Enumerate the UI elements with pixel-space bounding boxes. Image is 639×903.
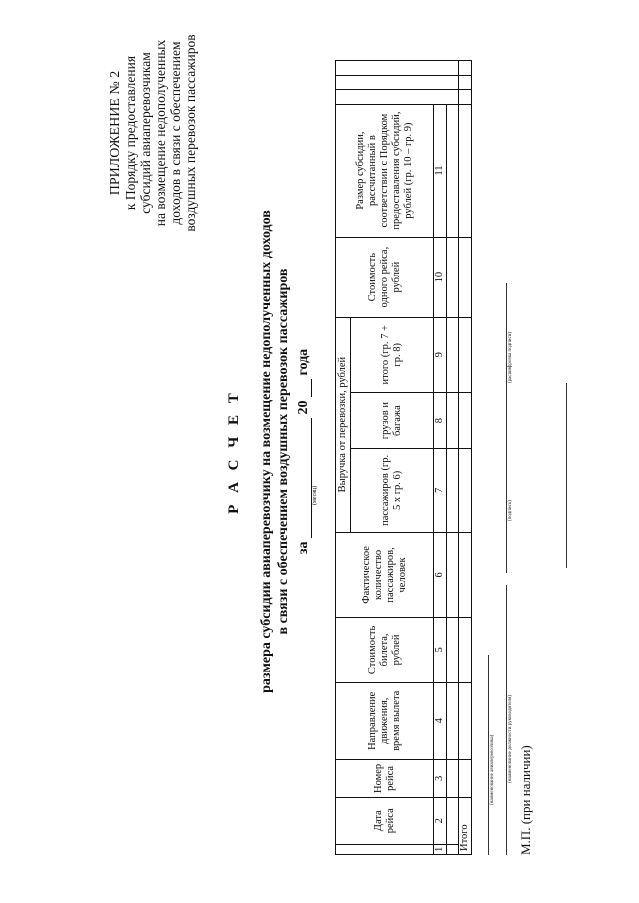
header-subsidy: Размер субсидии, рассчитанный в соответствии с Порядком предоставления субсидий, рублей (гр. 10 – гр. 9) bbox=[336, 104, 434, 237]
total-label: Итого bbox=[459, 797, 472, 854]
extra-col bbox=[336, 61, 459, 76]
stamp-label: М.П. (при наличии) bbox=[518, 745, 533, 855]
header-flight-cost: Стоимость одного рейса, рублей bbox=[336, 237, 434, 317]
data-row bbox=[447, 61, 459, 855]
header-ticket-cost: Стоимость билета, рублей bbox=[336, 618, 434, 682]
appendix-line: на возмещение недополученных bbox=[153, 39, 168, 227]
column-number: 9 bbox=[434, 317, 447, 392]
header-passengers: Фактическое количество пассажиров, человек bbox=[336, 532, 434, 618]
period-line bbox=[296, 0, 312, 903]
extra-col bbox=[336, 75, 459, 90]
position-caption: (наименование должности руководителя) bbox=[508, 694, 513, 783]
position-line bbox=[506, 585, 507, 855]
period-year-suffix: года bbox=[296, 348, 311, 376]
header-direction: Направление движения, время вылета bbox=[336, 682, 434, 760]
decode-caption: (расшифровка подписи) bbox=[508, 331, 513, 383]
column-number: 6 bbox=[434, 532, 447, 618]
period-blank bbox=[299, 418, 312, 538]
header-rev-passengers: пассажиров (гр. 5 х гр. 6) bbox=[351, 449, 434, 532]
decode-extra-line bbox=[566, 383, 567, 568]
document-subtitle: размера субсидии авиаперевозчику на возмещение недополученных доходов bbox=[259, 210, 274, 693]
month-caption: (месяц) bbox=[312, 485, 318, 505]
appendix-heading: ПРИЛОЖЕНИЕ № 2 bbox=[108, 70, 123, 196]
appendix-line: к Порядку предоставления bbox=[123, 55, 138, 211]
column-number: 5 bbox=[434, 618, 447, 682]
carrier-line bbox=[488, 655, 489, 855]
header-revenue-group: Выручка от перевозки, рублей bbox=[336, 317, 351, 532]
column-numbers-row bbox=[434, 61, 447, 855]
decode-line bbox=[506, 283, 507, 433]
header-blank bbox=[336, 844, 434, 854]
header-row bbox=[336, 61, 351, 855]
header-rev-total: итого (гр. 7 + гр. 8) bbox=[351, 317, 434, 392]
document-subtitle-2: в связи с обеспечением воздушных перевозок пассажиров bbox=[276, 268, 291, 635]
extra-col bbox=[336, 90, 459, 105]
total-row bbox=[459, 61, 472, 855]
period-year-blank bbox=[299, 379, 312, 397]
column-number: 1 bbox=[434, 844, 447, 854]
signature-caption: (подпись) bbox=[508, 500, 513, 521]
appendix-line: воздушных перевозок пассажиров bbox=[183, 34, 198, 232]
column-number: 3 bbox=[434, 760, 447, 798]
period-za: за bbox=[296, 541, 311, 555]
header-flight: Номер рейса bbox=[336, 760, 434, 798]
signature-line bbox=[506, 433, 507, 573]
document-title: Р А С Ч Е Т bbox=[226, 389, 242, 514]
column-number: 11 bbox=[434, 104, 447, 237]
calculation-table bbox=[335, 60, 472, 855]
column-number: 4 bbox=[434, 682, 447, 760]
header-date: Дата рейса bbox=[336, 797, 434, 844]
carrier-caption: (наименование авиаперевозчика) bbox=[490, 734, 495, 805]
header-rev-cargo: грузов и багажа bbox=[351, 392, 434, 448]
column-number: 2 bbox=[434, 797, 447, 844]
column-number: 7 bbox=[434, 449, 447, 532]
appendix-block bbox=[108, 13, 198, 253]
appendix-line: субсидий авиаперевозчикам bbox=[138, 52, 153, 214]
appendix-line: доходов в связи с обеспечением bbox=[168, 41, 183, 225]
column-number: 10 bbox=[434, 237, 447, 317]
period-year-prefix: 20 bbox=[296, 400, 311, 415]
column-number: 8 bbox=[434, 392, 447, 448]
